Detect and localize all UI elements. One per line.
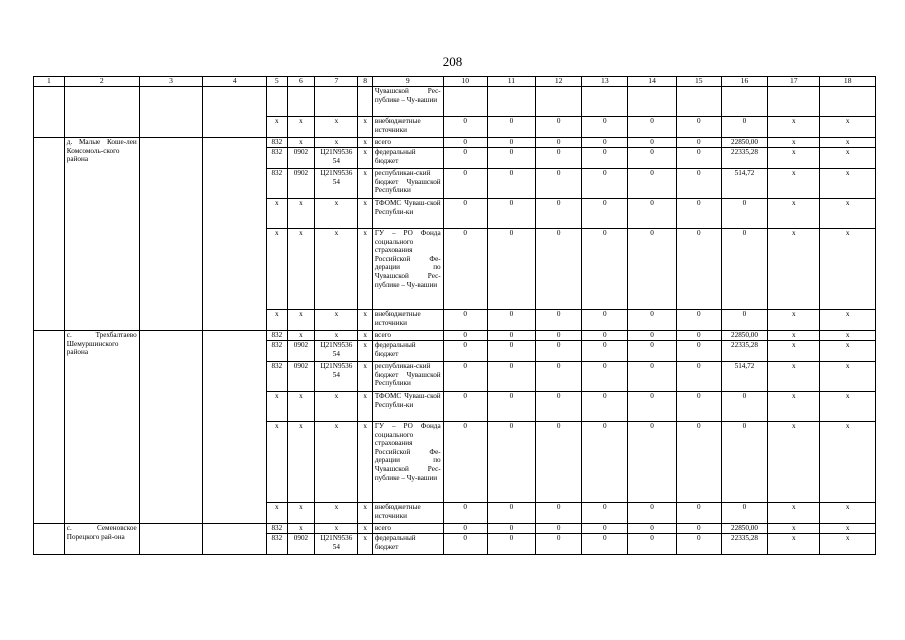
kvr-type: x	[358, 503, 372, 524]
value-cell: 0	[628, 362, 676, 392]
kvr-code: x	[267, 229, 288, 310]
value-cell: x	[820, 341, 876, 362]
value-cell: 0	[676, 310, 721, 331]
value-cell: 0	[487, 138, 535, 148]
funding-source: внебюджетные источники	[372, 310, 443, 331]
value-cell: 0	[582, 331, 628, 341]
kvr-code	[267, 87, 288, 117]
value-cell	[676, 87, 721, 117]
value-cell: 0	[676, 524, 721, 534]
value-cell: 0	[582, 524, 628, 534]
value-cell: 0	[443, 310, 487, 331]
value-cell: 0	[536, 310, 582, 331]
amount-cell: 0	[721, 117, 767, 138]
value-cell: 0	[676, 503, 721, 524]
amount-cell: 22335,28	[721, 341, 767, 362]
value-cell: 0	[628, 422, 676, 503]
funding-source: всего	[372, 524, 443, 534]
value-cell: 0	[676, 148, 721, 169]
section-code: x	[287, 331, 315, 341]
column-number: 5	[267, 77, 288, 87]
section-code: 0902	[287, 148, 315, 169]
value-cell: 0	[487, 422, 535, 503]
table-row	[34, 331, 876, 341]
funding-source: республикан-ский бюджет Чувашской Республики	[372, 169, 443, 199]
value-cell: 0	[443, 503, 487, 524]
value-cell: 0	[443, 534, 487, 555]
value-cell: 0	[582, 503, 628, 524]
value-cell: 0	[628, 199, 676, 229]
value-cell: x	[768, 422, 820, 503]
value-cell: 0	[582, 341, 628, 362]
kvr-type: x	[358, 229, 372, 310]
value-cell: 0	[443, 362, 487, 392]
amount-cell: 22850,00	[721, 524, 767, 534]
value-cell: 0	[628, 392, 676, 422]
column-3-cell	[139, 331, 203, 524]
value-cell: x	[820, 362, 876, 392]
value-cell: 0	[536, 422, 582, 503]
column-3-cell	[139, 138, 203, 331]
value-cell: 0	[443, 392, 487, 422]
kvr-type: x	[358, 331, 372, 341]
target-code: x	[315, 117, 358, 138]
value-cell: 0	[628, 503, 676, 524]
kvr-code: x	[267, 117, 288, 138]
value-cell: x	[768, 310, 820, 331]
value-cell: 0	[582, 148, 628, 169]
kvr-type: x	[358, 199, 372, 229]
value-cell: x	[768, 534, 820, 555]
value-cell: 0	[676, 534, 721, 555]
kvr-code: x	[267, 310, 288, 331]
value-cell: 0	[487, 148, 535, 169]
value-cell: x	[820, 524, 876, 534]
target-code: x	[315, 524, 358, 534]
value-cell: 0	[536, 148, 582, 169]
section-code: x	[287, 310, 315, 331]
target-code: x	[315, 503, 358, 524]
kvr-code: 832	[267, 362, 288, 392]
target-code: Ц21N9536 54	[315, 341, 358, 362]
value-cell: 0	[536, 199, 582, 229]
column-4-cell	[203, 524, 267, 555]
value-cell: 0	[582, 199, 628, 229]
value-cell: x	[768, 331, 820, 341]
column-number: 8	[358, 77, 372, 87]
value-cell: 0	[443, 138, 487, 148]
kvr-type: x	[358, 534, 372, 555]
column-number: 16	[721, 77, 767, 87]
target-code: x	[315, 138, 358, 148]
value-cell: 0	[487, 392, 535, 422]
section-code: 0902	[287, 362, 315, 392]
kvr-code: x	[267, 503, 288, 524]
value-cell: 0	[628, 331, 676, 341]
value-cell	[582, 87, 628, 117]
target-code: x	[315, 331, 358, 341]
value-cell: x	[820, 422, 876, 503]
row-number	[34, 524, 65, 555]
column-4-cell	[203, 138, 267, 331]
budget-table	[33, 76, 876, 555]
funding-source: внебюджетные источники	[372, 503, 443, 524]
value-cell: x	[820, 169, 876, 199]
kvr-type: x	[358, 148, 372, 169]
value-cell: 0	[443, 331, 487, 341]
value-cell: 0	[487, 362, 535, 392]
kvr-code: 832	[267, 331, 288, 341]
value-cell: 0	[443, 148, 487, 169]
amount-cell: 0	[721, 310, 767, 331]
target-code	[315, 87, 358, 117]
target-code: x	[315, 229, 358, 310]
value-cell: x	[820, 331, 876, 341]
value-cell	[487, 87, 535, 117]
kvr-code: x	[267, 392, 288, 422]
value-cell: 0	[536, 169, 582, 199]
value-cell: x	[820, 534, 876, 555]
kvr-code: x	[267, 199, 288, 229]
value-cell: 0	[582, 422, 628, 503]
kvr-code: 832	[267, 169, 288, 199]
value-cell: 0	[628, 534, 676, 555]
target-code: x	[315, 422, 358, 503]
kvr-code: 832	[267, 138, 288, 148]
value-cell: 0	[487, 169, 535, 199]
target-code: x	[315, 392, 358, 422]
table-body	[34, 87, 876, 555]
amount-cell	[721, 87, 767, 117]
value-cell: x	[768, 524, 820, 534]
value-cell: 0	[676, 229, 721, 310]
value-cell	[628, 87, 676, 117]
row-number	[34, 138, 65, 331]
column-number: 11	[487, 77, 535, 87]
column-number: 14	[628, 77, 676, 87]
table-row	[34, 87, 876, 117]
value-cell: x	[820, 392, 876, 422]
section-code	[287, 87, 315, 117]
amount-cell: 0	[721, 422, 767, 503]
funding-source: федеральный бюджет	[372, 534, 443, 555]
kvr-type: x	[358, 341, 372, 362]
section-code: x	[287, 229, 315, 310]
funding-source: ГУ – РО Фонда социального страхования Российской Фе-дерации по Чувашской Рес-публике – Чу-вашии	[372, 422, 443, 503]
value-cell: x	[820, 138, 876, 148]
column-number: 4	[203, 77, 267, 87]
value-cell: x	[768, 148, 820, 169]
section-code: 0902	[287, 341, 315, 362]
value-cell: x	[820, 148, 876, 169]
amount-cell: 22850,00	[721, 331, 767, 341]
value-cell: 0	[628, 341, 676, 362]
funding-source: всего	[372, 138, 443, 148]
funding-source: республикан-ский бюджет Чувашской Республики	[372, 362, 443, 392]
value-cell: 0	[536, 362, 582, 392]
funding-source: ТФОМС Чуваш-ской Республи-ки	[372, 199, 443, 229]
value-cell: x	[820, 117, 876, 138]
value-cell: x	[820, 229, 876, 310]
value-cell: 0	[536, 341, 582, 362]
row-number	[34, 87, 65, 138]
value-cell: 0	[487, 503, 535, 524]
funding-source: федеральный бюджет	[372, 341, 443, 362]
target-code: Ц21N9536 54	[315, 362, 358, 392]
value-cell: 0	[443, 117, 487, 138]
row-number	[34, 331, 65, 524]
value-cell: 0	[676, 422, 721, 503]
value-cell: 0	[628, 117, 676, 138]
kvr-type: x	[358, 138, 372, 148]
value-cell: 0	[487, 341, 535, 362]
column-number: 18	[820, 77, 876, 87]
column-number: 15	[676, 77, 721, 87]
value-cell: 0	[582, 362, 628, 392]
value-cell: x	[768, 169, 820, 199]
kvr-type: x	[358, 117, 372, 138]
amount-cell: 22335,28	[721, 148, 767, 169]
value-cell	[768, 87, 820, 117]
location-name: д. Малые Коше-леи Комсомоль-ского района	[64, 138, 139, 331]
column-3-cell	[139, 524, 203, 555]
column-number: 7	[315, 77, 358, 87]
section-code: x	[287, 422, 315, 503]
column-3-cell	[139, 87, 203, 138]
page-number: 208	[442, 54, 463, 69]
target-code: x	[315, 310, 358, 331]
funding-source: ГУ – РО Фонда социального страхования Российской Фе-дерации по Чувашской Рес-публике – Чу-вашии	[372, 229, 443, 310]
amount-cell: 0	[721, 199, 767, 229]
value-cell: x	[768, 503, 820, 524]
kvr-type: x	[358, 169, 372, 199]
value-cell: 0	[536, 331, 582, 341]
value-cell: 0	[582, 138, 628, 148]
value-cell: 0	[487, 199, 535, 229]
value-cell: 0	[676, 341, 721, 362]
column-number: 10	[443, 77, 487, 87]
amount-cell: 514,72	[721, 169, 767, 199]
value-cell: 0	[443, 524, 487, 534]
target-code: Ц21N9536 54	[315, 534, 358, 555]
column-number: 13	[582, 77, 628, 87]
value-cell: 0	[536, 117, 582, 138]
value-cell: 0	[676, 362, 721, 392]
value-cell: x	[820, 310, 876, 331]
kvr-type: x	[358, 310, 372, 331]
value-cell: 0	[582, 117, 628, 138]
amount-cell: 22335,28	[721, 534, 767, 555]
amount-cell: 0	[721, 503, 767, 524]
value-cell: 0	[536, 524, 582, 534]
kvr-type: x	[358, 392, 372, 422]
value-cell: x	[768, 138, 820, 148]
funding-source: Чувашской Рес-публике – Чу-вашии	[372, 87, 443, 117]
value-cell: 0	[443, 422, 487, 503]
value-cell: 0	[628, 229, 676, 310]
section-code: x	[287, 199, 315, 229]
value-cell	[443, 87, 487, 117]
section-code: x	[287, 392, 315, 422]
amount-cell: 514,72	[721, 362, 767, 392]
section-code: 0902	[287, 534, 315, 555]
location-name: с. Трехбалтаево Шемуршинского района	[64, 331, 139, 524]
table-row	[34, 524, 876, 534]
value-cell: 0	[582, 392, 628, 422]
value-cell: 0	[443, 169, 487, 199]
value-cell: 0	[536, 229, 582, 310]
section-code: x	[287, 524, 315, 534]
value-cell: 0	[443, 199, 487, 229]
value-cell: 0	[487, 524, 535, 534]
value-cell: 0	[487, 534, 535, 555]
funding-source: всего	[372, 331, 443, 341]
value-cell: 0	[487, 229, 535, 310]
kvr-type: x	[358, 422, 372, 503]
value-cell: 0	[487, 310, 535, 331]
location-name	[64, 87, 139, 138]
value-cell: 0	[628, 148, 676, 169]
section-code: 0902	[287, 169, 315, 199]
kvr-code: 832	[267, 341, 288, 362]
value-cell: 0	[443, 341, 487, 362]
value-cell: x	[768, 199, 820, 229]
value-cell: x	[768, 341, 820, 362]
section-code: x	[287, 117, 315, 138]
column-number: 2	[64, 77, 139, 87]
value-cell: 0	[487, 331, 535, 341]
column-number: 1	[34, 77, 65, 87]
value-cell: 0	[582, 534, 628, 555]
value-cell: 0	[628, 138, 676, 148]
column-number-row	[34, 77, 876, 87]
value-cell: 0	[536, 534, 582, 555]
column-4-cell	[203, 87, 267, 138]
funding-source: федеральный бюджет	[372, 148, 443, 169]
kvr-code: 832	[267, 148, 288, 169]
amount-cell: 0	[721, 392, 767, 422]
value-cell: x	[768, 392, 820, 422]
value-cell	[536, 87, 582, 117]
value-cell: x	[820, 503, 876, 524]
value-cell: x	[768, 229, 820, 310]
value-cell: 0	[628, 524, 676, 534]
value-cell: 0	[676, 199, 721, 229]
value-cell: 0	[676, 169, 721, 199]
kvr-type: x	[358, 524, 372, 534]
column-number: 9	[372, 77, 443, 87]
value-cell: x	[768, 117, 820, 138]
value-cell: 0	[536, 503, 582, 524]
value-cell: 0	[487, 117, 535, 138]
target-code: Ц21N9536 54	[315, 169, 358, 199]
column-number: 3	[139, 77, 203, 87]
value-cell: 0	[628, 310, 676, 331]
location-name: с. Семеновское Порецкого рай-она	[64, 524, 139, 555]
value-cell: 0	[582, 229, 628, 310]
value-cell: 0	[676, 117, 721, 138]
value-cell: 0	[676, 331, 721, 341]
target-code: Ц21N9536 54	[315, 148, 358, 169]
funding-source: внебюджетные источники	[372, 117, 443, 138]
value-cell: x	[768, 362, 820, 392]
value-cell: 0	[676, 392, 721, 422]
value-cell: 0	[676, 138, 721, 148]
amount-cell: 22850,00	[721, 138, 767, 148]
value-cell: 0	[443, 229, 487, 310]
column-number: 12	[536, 77, 582, 87]
value-cell: 0	[628, 169, 676, 199]
kvr-code: x	[267, 422, 288, 503]
column-4-cell	[203, 331, 267, 524]
section-code: x	[287, 138, 315, 148]
target-code: x	[315, 199, 358, 229]
kvr-code: 832	[267, 524, 288, 534]
column-number: 6	[287, 77, 315, 87]
value-cell: x	[820, 199, 876, 229]
funding-source: ТФОМС Чуваш-ской Республи-ки	[372, 392, 443, 422]
kvr-type	[358, 87, 372, 117]
table-row	[34, 138, 876, 148]
value-cell	[820, 87, 876, 117]
section-code: x	[287, 503, 315, 524]
amount-cell: 0	[721, 229, 767, 310]
value-cell: 0	[536, 138, 582, 148]
kvr-type: x	[358, 362, 372, 392]
value-cell: 0	[536, 392, 582, 422]
value-cell: 0	[582, 169, 628, 199]
column-number: 17	[768, 77, 820, 87]
value-cell: 0	[582, 310, 628, 331]
kvr-code: 832	[267, 534, 288, 555]
